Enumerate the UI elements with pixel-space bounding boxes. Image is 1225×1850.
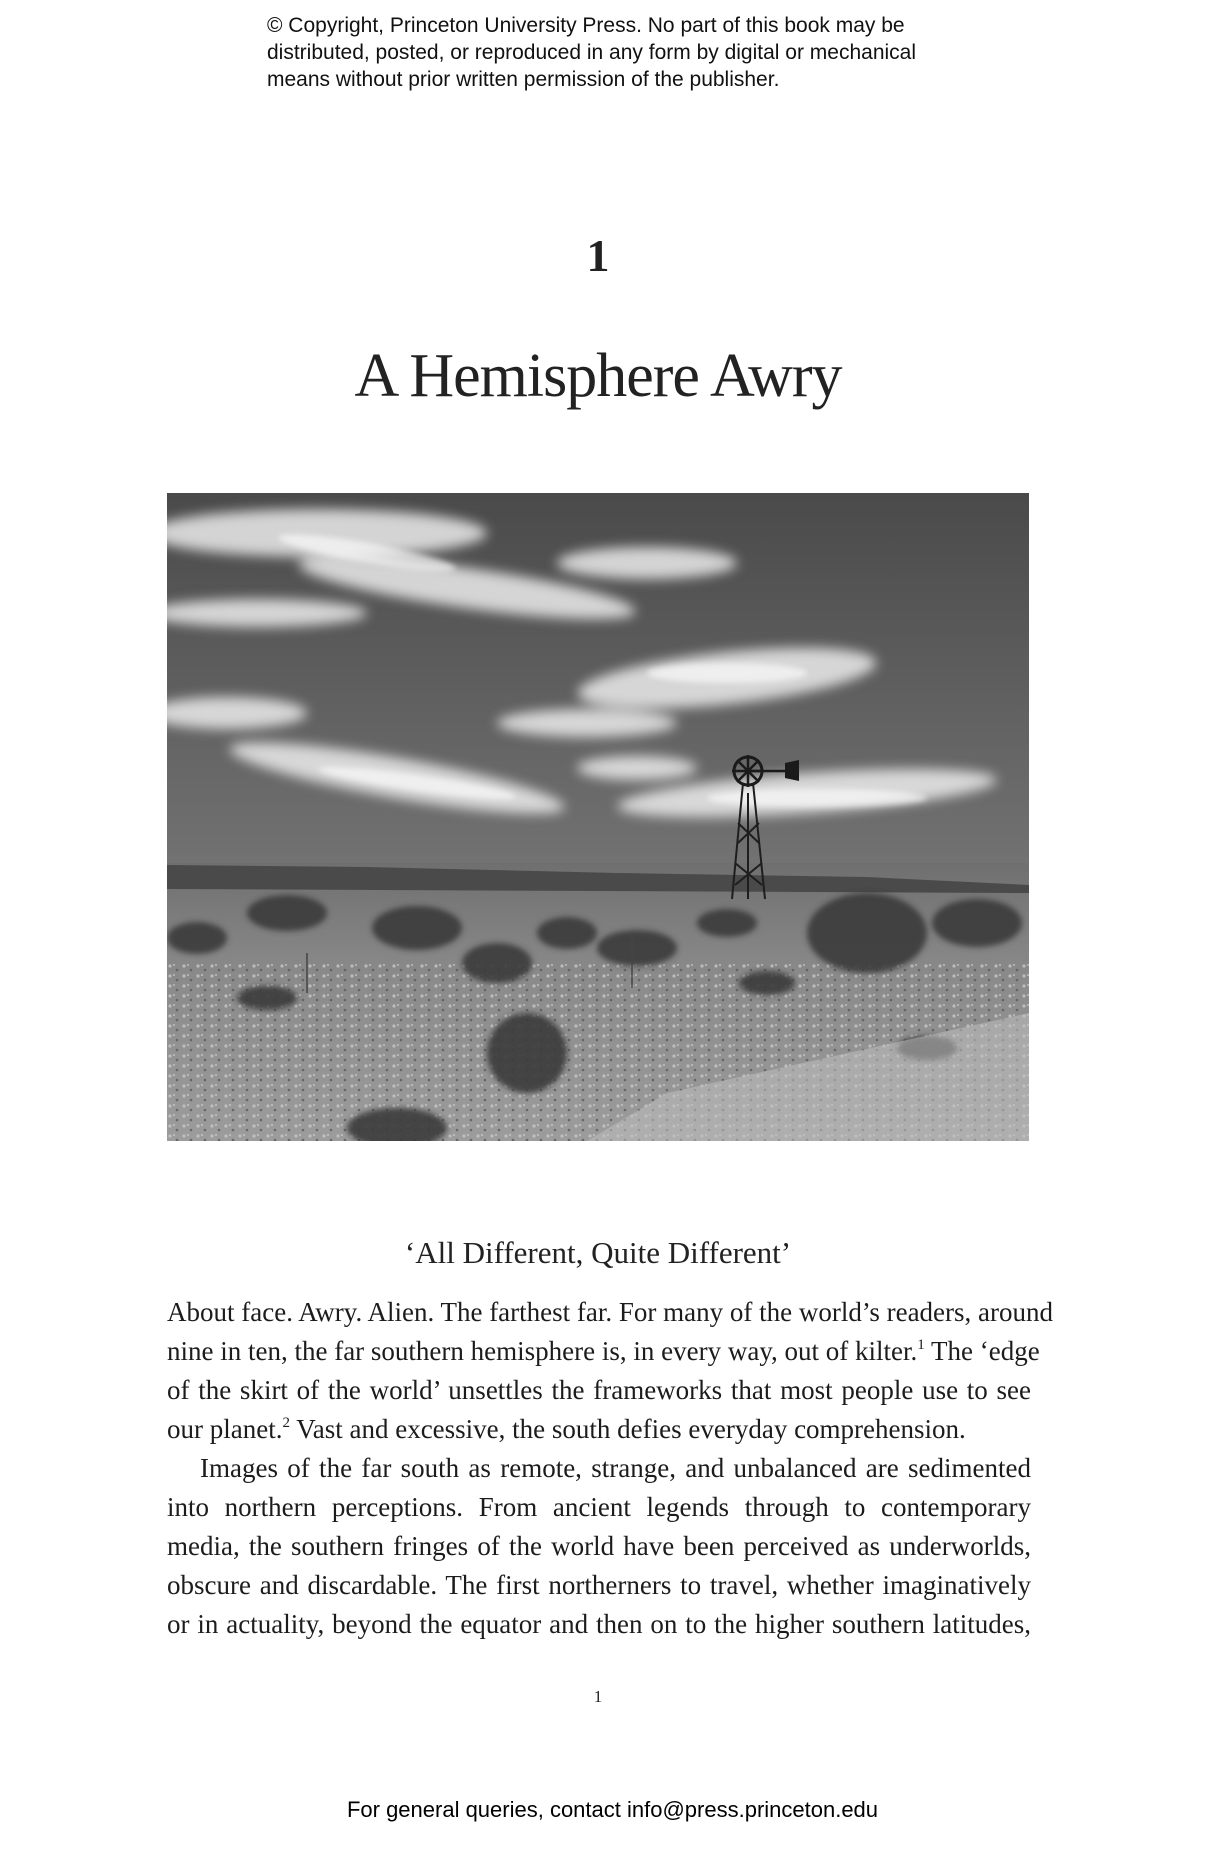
- body-line: About face. Awry. Alien. The farthest far. For many of the world’s readers, around: [167, 1297, 1054, 1327]
- body-text-segment: The ‘edge: [924, 1336, 1040, 1366]
- body-line: [167, 1410, 1031, 1449]
- body-line: obscure and discardable. The first northerners to travel, whether imaginatively: [167, 1570, 1031, 1600]
- body-text-segment: nine in ten, the far southern hemisphere is, in every way, out of kilter.: [167, 1336, 918, 1366]
- copyright-line: means without prior written permission of the publisher.: [267, 68, 780, 91]
- body-line: [167, 1332, 1040, 1371]
- section-heading: ‘All Different, Quite Different’: [404, 1235, 792, 1270]
- footnote-marker[interactable]: 1: [917, 1337, 925, 1353]
- body-line: into northern perceptions. From ancient legends through to contemporary: [167, 1492, 1031, 1522]
- body-line: media, the southern fringes of the world have been perceived as underworlds,: [167, 1531, 1031, 1561]
- chapter-number: 1: [586, 230, 610, 281]
- copyright-line: distributed, posted, or reproduced in any form by digital or mechanical: [267, 41, 917, 64]
- body-line: or in actuality, beyond the equator and then on to the higher southern latitudes,: [167, 1609, 1031, 1639]
- body-text-segment: Vast and excessive, the south defies everyday comprehension.: [289, 1414, 966, 1444]
- copyright-line: © Copyright, Princeton University Press. No part of this book may be: [267, 14, 905, 37]
- footer-contact: For general queries, contact info@press.princeton.edu: [346, 1797, 879, 1822]
- windmill-landscape-photo: [167, 493, 1029, 1141]
- body-line: Images of the far south as remote, strange, and unbalanced are sedimented: [200, 1453, 1031, 1483]
- footnote-marker[interactable]: 2: [282, 1415, 290, 1431]
- page-number: 1: [593, 1687, 603, 1706]
- body-text: [167, 1293, 1054, 1644]
- copyright-notice: [267, 12, 987, 93]
- body-text-segment: our planet.: [167, 1414, 283, 1444]
- body-line: of the skirt of the world’ unsettles the frameworks that most people use to see: [167, 1375, 1031, 1405]
- chapter-title: A Hemisphere Awry: [354, 342, 842, 410]
